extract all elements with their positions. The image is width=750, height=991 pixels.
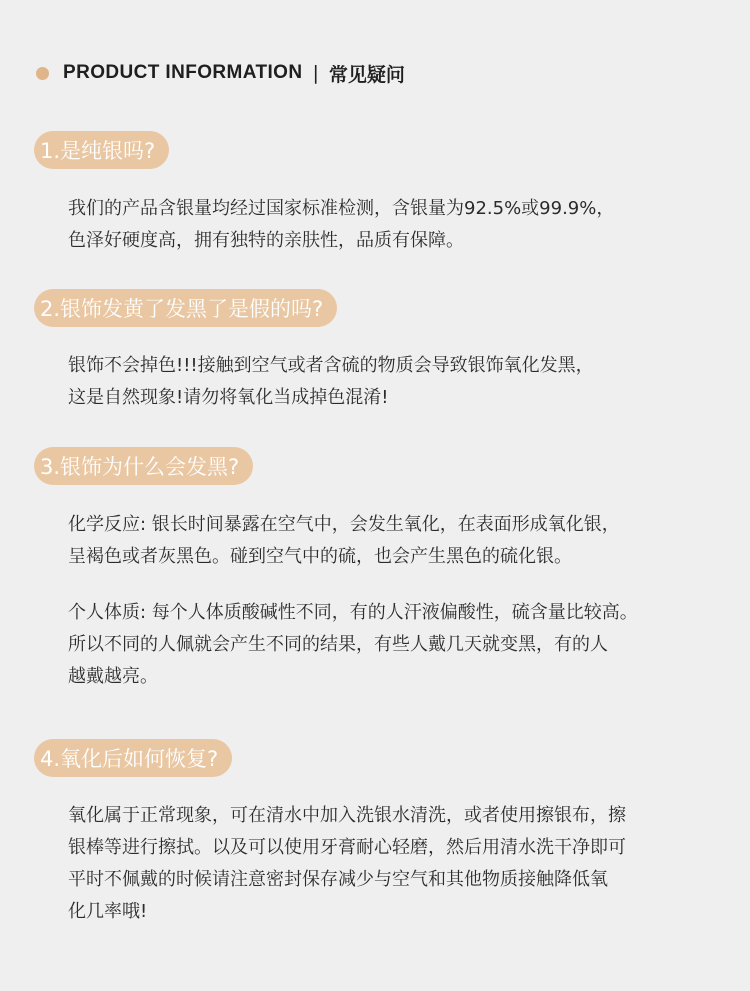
question-badge-1: 1.是纯银吗? xyxy=(34,131,169,169)
header-title-en: PRODUCT INFORMATION xyxy=(63,62,303,83)
answer-line: 化几率哦! xyxy=(68,901,148,922)
header-separator: | xyxy=(312,62,319,84)
header-dot-icon xyxy=(36,67,49,80)
question-badge-2: 2.银饰发黄了发黑了是假的吗? xyxy=(34,289,337,327)
answer-paragraph-3b xyxy=(68,597,724,693)
question-badge-4: 4.氧化后如何恢复? xyxy=(34,739,232,777)
answer-line: 银棒等进行擦拭。以及可以使用牙膏耐心轻磨，然后用清水洗干净即可 xyxy=(68,837,626,858)
section-header xyxy=(36,60,405,86)
answer-line: 所以不同的人佩就会产生不同的结果，有些人戴几天就变黑，有的人 xyxy=(68,634,608,655)
answer-paragraph-1 xyxy=(68,193,724,257)
answer-paragraph-2 xyxy=(68,350,724,414)
answer-line: 氧化属于正常现象，可在清水中加入洗银水清洗，或者使用擦银布，擦 xyxy=(68,805,626,826)
answer-line: 这是自然现象!请勿将氧化当成掉色混淆! xyxy=(68,387,389,408)
answer-line: 个人体质: 每个人体质酸碱性不同，有的人汗液偏酸性，硫含量比较高。 xyxy=(68,602,638,623)
answer-line: 我们的产品含银量均经过国家标准检测，含银量为92.5%或99.9%， xyxy=(68,198,615,219)
header-title-cn: 常见疑问 xyxy=(328,63,405,86)
answer-paragraph-3a xyxy=(68,509,724,573)
answer-line: 色泽好硬度高，拥有独特的亲肤性，品质有保障。 xyxy=(68,230,464,251)
answer-line: 越戴越亮。 xyxy=(68,666,158,687)
answer-line: 呈褐色或者灰黑色。碰到空气中的硫，也会产生黑色的硫化银。 xyxy=(68,546,572,567)
answer-line: 银饰不会掉色!!!接触到空气或者含硫的物质会导致银饰氧化发黑， xyxy=(68,355,594,376)
answer-line: 平时不佩戴的时候请注意密封保存减少与空气和其他物质接触降低氧 xyxy=(68,869,608,890)
question-badge-3: 3.银饰为什么会发黑? xyxy=(34,447,253,485)
answer-paragraph-4 xyxy=(68,800,724,928)
answer-line: 化学反应: 银长时间暴露在空气中，会发生氧化，在表面形成氧化银， xyxy=(68,514,620,535)
